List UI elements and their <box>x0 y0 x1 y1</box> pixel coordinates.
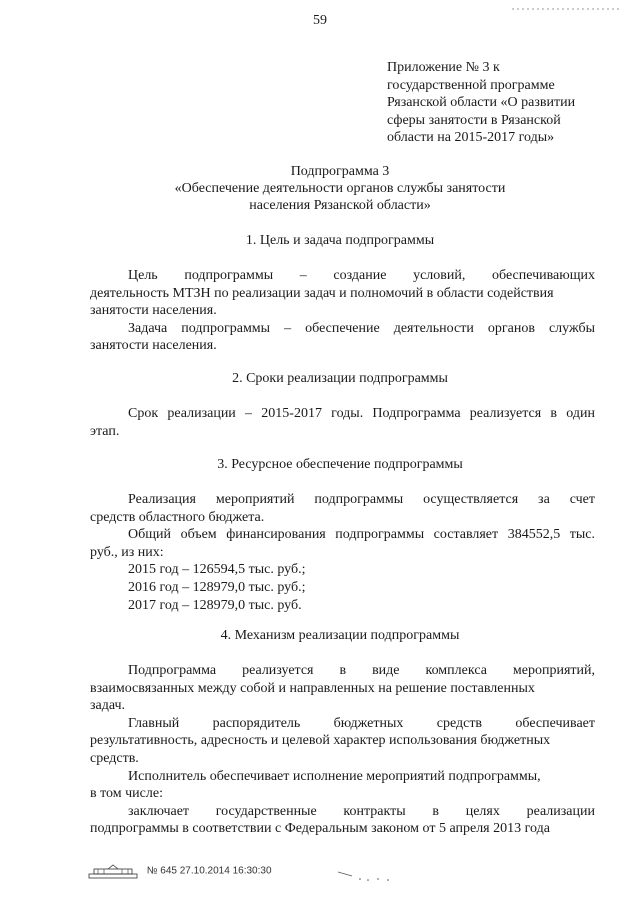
text-line: Задача подпрограммы – обеспечение деятельности органов службы <box>128 320 595 336</box>
text-line: занятости населения. <box>90 303 217 319</box>
text-line: задач. <box>90 698 126 714</box>
section-heading-goal: 1. Цель и задача подпрограммы <box>245 233 435 248</box>
section-heading-mechanism: 4. Механизм реализации подпрограммы <box>220 628 460 643</box>
text-line: этап. <box>90 423 120 439</box>
subprogram-subtitle-line: населения Рязанской области» <box>249 198 431 213</box>
funding-2015: 2015 год – 126594,5 тыс. руб.; <box>128 562 306 578</box>
section-mechanism-text <box>90 662 595 838</box>
text-line: Срок реализации – 2015-2017 годы. Подпрограмма реализуется в один <box>128 406 595 421</box>
text-line: Главный распорядитель бюджетных средств обеспечивает <box>128 715 595 731</box>
subprogram-title: Подпрограмма 3 <box>290 164 390 179</box>
text-line: Общий объем финансирования подпрограммы составляет 384552,5 тыс. <box>128 527 595 543</box>
appendix-line: государственной программе <box>387 77 555 93</box>
funding-2017: 2017 год – 128979,0 тыс. руб. <box>128 597 302 613</box>
section-goal-text <box>90 267 595 355</box>
subprogram-subtitle-line: «Обеспечение деятельности органов службы занятости <box>174 181 506 196</box>
building-stamp-icon <box>88 863 138 879</box>
text-line: Реализация мероприятий подпрограммы осуществляется за счет <box>128 492 595 507</box>
appendix-line: сферы занятости в Рязанской <box>387 112 561 128</box>
section-heading-terms: 2. Сроки реализации подпрограммы <box>232 371 448 386</box>
appendix-line: Рязанской области «О развитии <box>387 95 576 111</box>
page-number: 59 <box>313 13 327 28</box>
text-line: заключает государственные контракты в целях реализации <box>128 803 595 819</box>
text-line: Цель подпрограммы – создание условий, обеспечивающих <box>128 268 595 283</box>
funding-2016: 2016 год – 128979,0 тыс. руб.; <box>128 579 306 595</box>
text-line: средств. <box>90 750 139 766</box>
scan-marks-top <box>512 6 622 12</box>
text-line: подпрограммы в соответствии с Федеральным законом от 5 апреля 2013 года <box>90 821 550 837</box>
text-line: взаимосвязанных между собой и направленных на решение поставленных <box>90 680 535 696</box>
appendix-line: Приложение № 3 к <box>387 60 500 75</box>
appendix-line: области на 2015-2017 годы» <box>387 130 555 146</box>
text-line: результативность, адресность и целевой характер использования бюджетных <box>90 733 551 749</box>
section-heading-resources: 3. Ресурсное обеспечение подпрограммы <box>217 457 463 472</box>
text-line: средств областного бюджета. <box>90 509 265 525</box>
text-line: руб., из них: <box>90 544 164 560</box>
text-line: деятельность МТЗН по реализации задач и полномочий в области содействия <box>90 285 554 301</box>
section-terms-text <box>90 405 595 440</box>
document-footer <box>88 863 272 879</box>
document-registration: № 645 27.10.2014 16:30:30 <box>146 865 272 877</box>
text-line: занятости населения. <box>90 338 217 354</box>
scan-marks-bottom <box>338 870 398 882</box>
section-resources-text <box>90 491 595 614</box>
appendix-block <box>387 59 627 147</box>
text-line: в том числе: <box>90 786 163 802</box>
text-line: Подпрограмма реализуется в виде комплекса мероприятий, <box>128 663 595 678</box>
text-line: Исполнитель обеспечивает исполнение мероприятий подпрограммы, <box>128 768 541 784</box>
